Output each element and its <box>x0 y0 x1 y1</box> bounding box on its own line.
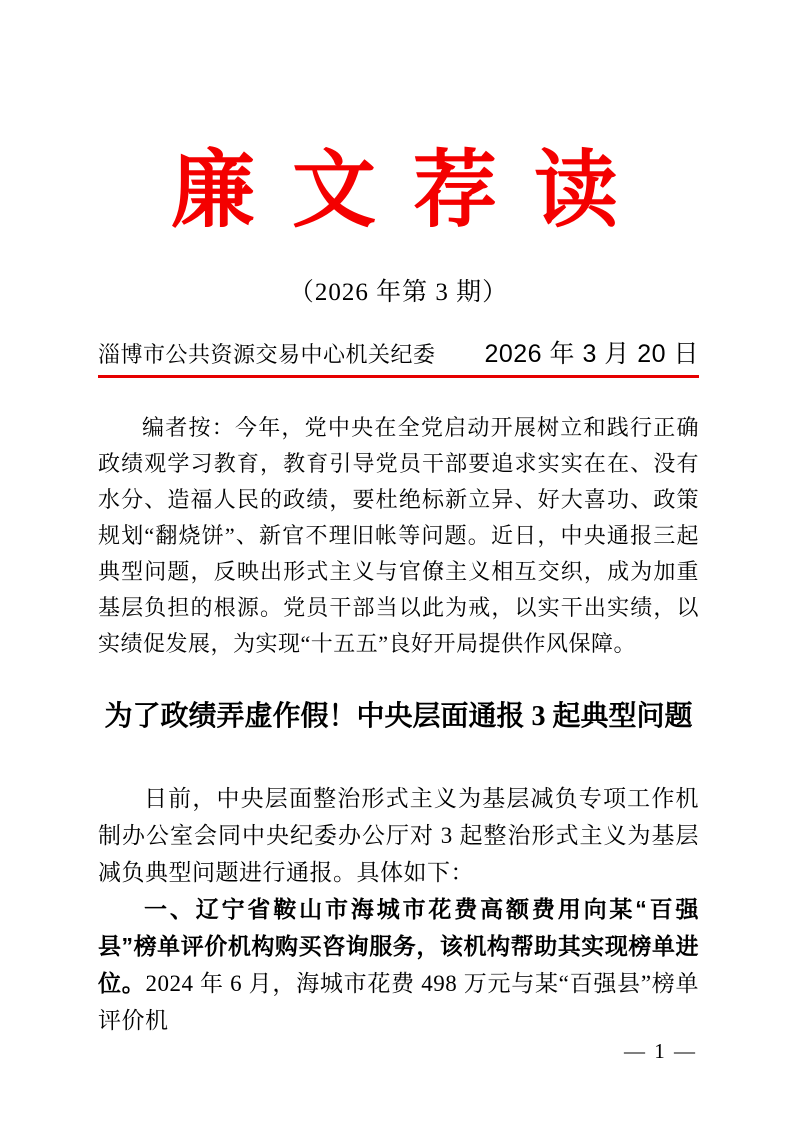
page-number: — 1 — <box>624 1039 697 1063</box>
article-paragraph-2 <box>98 891 699 1039</box>
red-divider-rule <box>98 375 699 378</box>
masthead-row <box>98 334 699 370</box>
issue-number: （2026 年第 3 期） <box>288 279 509 306</box>
article-paragraph-2-bold-lead: 一、辽宁省鞍山市海城市花费高额费用向某“百强县”榜单评价机构购买咨询服务，该机构帮助其实现榜单进位。 <box>98 895 699 996</box>
article-title: 为了政绩弄虚作假！中央层面通报 3 起典型问题 <box>104 701 693 732</box>
bulletin-title: 廉 文 荐 读 <box>170 145 626 238</box>
issuing-organization: 淄博市公共资源交易中心机关纪委 <box>98 342 436 367</box>
issue-date: 2026 年 3 月 20 日 <box>484 340 699 368</box>
article-paragraph-1: 日前，中央层面整治形式主义为基层减负专项工作机制办公室会同中央纪委办公厅对 3 起整治形式主义为基层减负典型问题进行通报。具体如下： <box>98 785 699 885</box>
article-paragraph-2-rest: 2024 年 6 月，海城市花费 498 万元与某“百强县”榜单评价机 <box>98 970 699 1033</box>
editor-note: 编者按：今年，党中央在全党启动开展树立和践行正确政绩观学习教育，教育引导党员干部要追求实实在在、没有水分、造福人民的政绩，要杜绝标新立异、好大喜功、政策规划“翻烧饼”、新官不理旧帐等问题。近日，中央通报三起典型问题，反映出形式主义与官僚主义相互交织，成为加重基层负担的根源。党员干部当以此为戒，以实干出实绩，以实绩促发展，为实现“十五五”良好开局提供作风保障。 <box>98 415 699 656</box>
